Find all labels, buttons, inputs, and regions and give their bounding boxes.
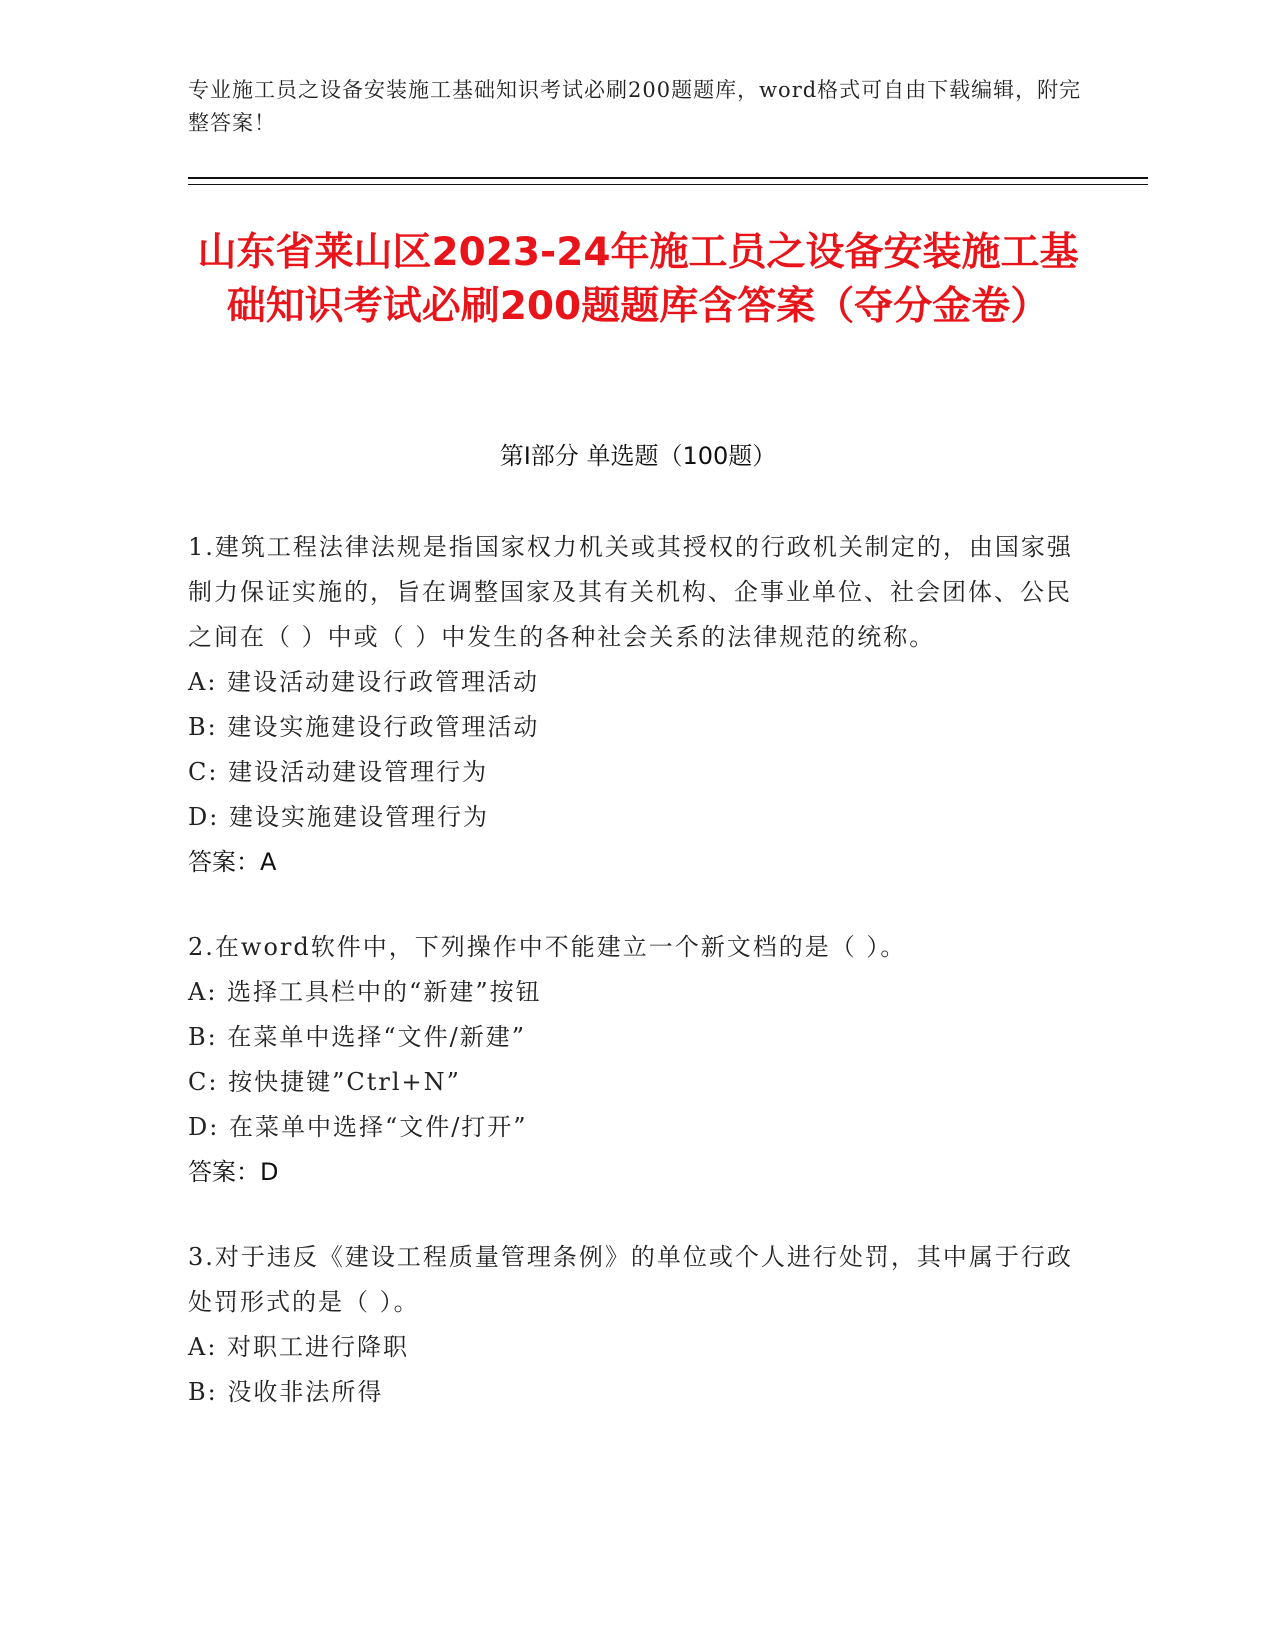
header-divider-thin bbox=[188, 184, 1148, 185]
option-a: A: 建设活动建设行政管理活动 bbox=[188, 668, 540, 696]
document-title: 山东省莱山区2023-24年施工员之设备安装施工基础知识考试必刷200题题库含答案（夺分金卷） bbox=[197, 230, 1079, 329]
page-header: 专业施工员之设备安装施工基础知识考试必刷200题题库，word格式可自由下载编辑，附完整答案！ bbox=[188, 78, 1082, 135]
answer-line: 答案：A bbox=[188, 848, 277, 876]
question-3 bbox=[188, 1235, 1078, 1415]
option-b: B: 建设实施建设行政管理活动 bbox=[188, 713, 540, 741]
option-b: B: 没收非法所得 bbox=[188, 1378, 384, 1406]
question-1 bbox=[188, 525, 1078, 885]
option-d: D: 在菜单中选择“文件/打开” bbox=[188, 1113, 528, 1141]
question-stem: 2.在word软件中，下列操作中不能建立一个新文档的是（ ）。 bbox=[188, 933, 907, 961]
option-a: A: 对职工进行降职 bbox=[188, 1333, 410, 1361]
question-stem: 3.对于违反《建设工程质量管理条例》的单位或个人进行处罚，其中属于行政处罚形式的是（ ）。 bbox=[188, 1243, 1073, 1316]
option-c: C: 建设活动建设管理行为 bbox=[188, 758, 489, 786]
option-a: A: 选择工具栏中的“新建”按钮 bbox=[188, 978, 542, 1006]
answer-line: 答案：D bbox=[188, 1158, 279, 1186]
option-c: C: 按快捷键”Ctrl+N” bbox=[188, 1068, 461, 1096]
option-b: B: 在菜单中选择“文件/新建” bbox=[188, 1023, 526, 1051]
question-list bbox=[188, 525, 1078, 1455]
option-d: D: 建设实施建设管理行为 bbox=[188, 803, 489, 831]
header-divider-thick bbox=[188, 177, 1148, 179]
section-heading: 第I部分 单选题（100题） bbox=[499, 442, 777, 470]
question-stem: 1.建筑工程法律法规是指国家权力机关或其授权的行政机关制定的，由国家强制力保证实施的，旨在调整国家及其有关机构、企事业单位、社会团体、公民之间在（ ）中或（ ）中发生的各种社会关系的法律规范的统称。 bbox=[188, 533, 1073, 651]
question-2 bbox=[188, 925, 1078, 1195]
